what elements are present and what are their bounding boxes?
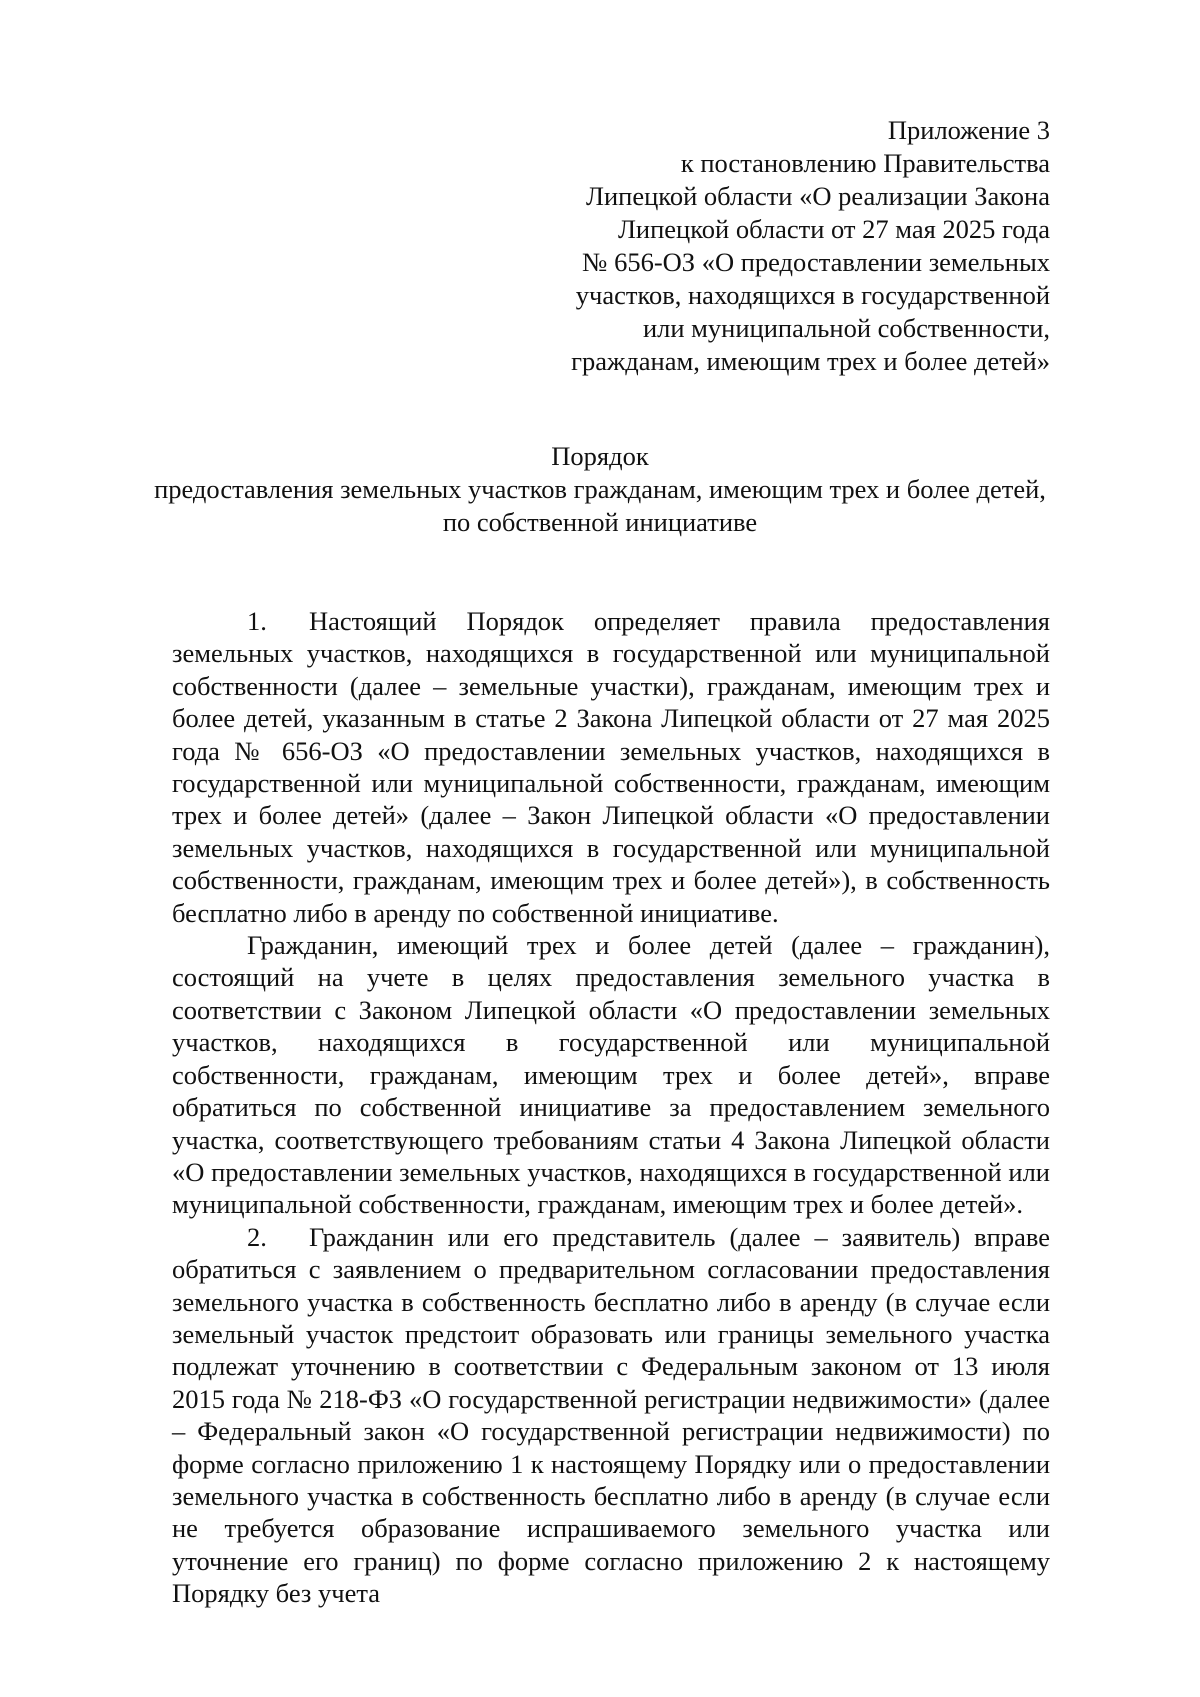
document-subtitle: по собственной инициативе (442, 507, 758, 537)
appendix-header (490, 114, 1050, 378)
paragraph-1 (172, 605, 1050, 929)
appendix-line: гражданам, имеющим трех и более детей» (571, 346, 1050, 376)
paragraph-text: Настоящий Порядок определяет правила предоставления земельных участков, находящихся в государственной или муниципальной собственности (далее – земельные участки), гражданам, имеющим трех и более детей, указанным в статье 2 Закона Липецкой области от 27 мая 2025 года № 656-ОЗ «О предоставлении земельных участков, находящихся в государственной или муниципальной собственности, гражданам, имеющим трех и более детей» (далее – Закон Липецкой области «О предоставлении земельных участков, находящихся в государственной или муниципальной собственности, гражданам, имеющим трех и более детей»), в собственность бесплатно либо в аренду по собственной инициативе. (172, 606, 1050, 928)
paragraph-number: 1. (247, 606, 267, 636)
document-title: Порядок (551, 441, 649, 471)
appendix-line: Приложение 3 (887, 115, 1050, 145)
document-subtitle: предоставления земельных участков гражданам, имеющим трех и более детей, (154, 474, 1046, 504)
paragraph-1-continued (172, 929, 1050, 1221)
paragraph-text: Гражданин или его представитель (далее – заявитель) вправе обратиться с заявлением о предварительном согласовании предоставления земельного участка в собственность бесплатно либо в аренду (в случае если земельный участок предстоит образовать или границы земельного участка подлежат уточнению в соответствии с Федеральным законом от 13 июля 2015 года № 218-ФЗ «О государственной регистрации недвижимости» (далее – Федеральный закон «О государственной регистрации недвижимости) по форме согласно приложению 1 к настоящему Порядку или о предоставлении земельного участка в собственность бесплатно либо в аренду (в случае если не требуется образование испрашиваемого земельного участка или уточнение его границ) по форме согласно приложению 2 к настоящему Порядку без учета (172, 1221, 1050, 1609)
document-body (172, 605, 1050, 1610)
paragraph-number: 2. (247, 1221, 267, 1252)
appendix-line: к постановлению Правительства (680, 148, 1050, 178)
appendix-line: или муниципальной собственности, (642, 313, 1050, 343)
appendix-line: участков, находящихся в государственной (575, 280, 1050, 310)
document-heading (0, 440, 1200, 539)
appendix-line: № 656-ОЗ «О предоставлении земельных (582, 247, 1050, 277)
paragraph-2 (172, 1221, 1050, 1610)
appendix-line: Липецкой области «О реализации Закона (586, 181, 1050, 211)
appendix-line: Липецкой области от 27 мая 2025 года (617, 214, 1050, 244)
paragraph-text: Гражданин, имеющий трех и более детей (далее – гражданин), состоящий на учете в целях предоставления земельного участка в соответствии с Законом Липецкой области «О предоставлении земельных участков, находящихся в государственной или муниципальной собственности, гражданам, имеющим трех и более детей», вправе обратиться по собственной инициативе за предоставлением земельного участка, соответствующего требованиям статьи 4 Закона Липецкой области «О предоставлении земельных участков, находящихся в государственной или муниципальной собственности, гражданам, имеющим трех и более детей». (172, 930, 1050, 1220)
